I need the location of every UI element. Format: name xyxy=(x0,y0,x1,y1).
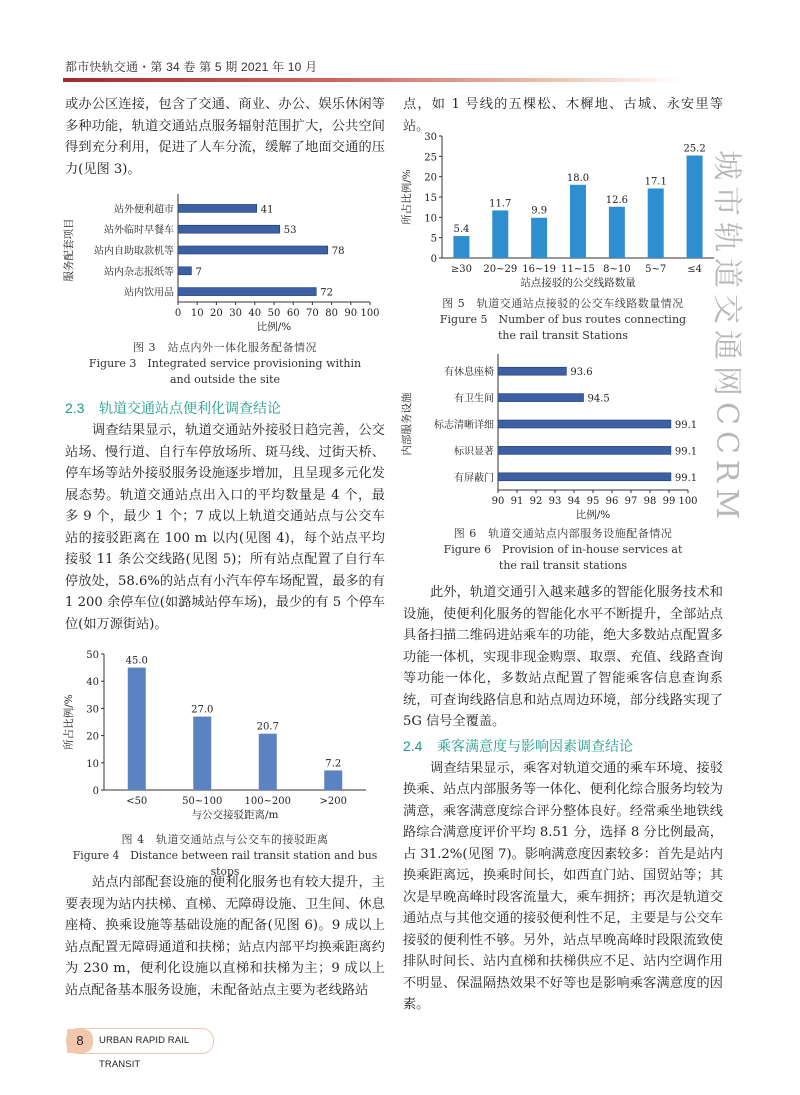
x-tick-label: 95 xyxy=(586,496,600,507)
x-axis-title: 比例/% xyxy=(575,509,611,521)
paragraph-2-4: 调查结果显示，乘客对轨道交通的乘车环境、接驳换乘、站点内部服务等一体化、便利化综合服务均较为满意，乘客满意度综合评分整体良好。经常乘坐地铁线路综合满意度评价平均 8.51 分，选择 8 分比例最高，占 31.2%(见图 7)。影响满意度因素较多：首先是站内换乘距离远，换乘时间长，如西直门站、国贸站等；其次是早晚高峰时段客流量大，乘车拥挤；再次是轨道交通站点与其他交通的接驳便利性不足，主要是与公交车接驳的便利性不够。另外，站点早晚高峰时段限流致使排队时间长、站内直梯和扶梯供应不足、站内空调作用不明显、保温隔热效果不好等也是影响乘客满意度的因素。 xyxy=(403,760,723,1012)
y-tick-label: 30 xyxy=(424,132,437,143)
category-label: 标识显著 xyxy=(454,446,494,458)
x-tick-label: 90 xyxy=(491,496,505,507)
running-header: 都市快轨交通・第 34 卷 第 5 期 2021 年 10 月 xyxy=(65,60,318,74)
right-column-bottom xyxy=(403,582,723,1016)
figure-6-chart xyxy=(398,350,723,524)
y-tick-label: 5 xyxy=(430,233,437,245)
figure-6-caption-en-1: Figure 6 Provision of in-house services at xyxy=(443,543,683,556)
bar xyxy=(128,668,146,790)
bar xyxy=(193,717,211,790)
section-heading-2-4 xyxy=(403,736,723,756)
figure-3-caption-cn: 图 3 站点内外一体化服务配备情况 xyxy=(133,341,317,354)
y-axis-title: 内部服务设施 xyxy=(401,392,413,456)
bar xyxy=(498,420,671,428)
data-label: 45.0 xyxy=(125,655,148,667)
category-label: 有屏蔽门 xyxy=(454,472,494,484)
bar xyxy=(531,218,547,258)
bar xyxy=(453,236,469,258)
x-axis-title: 站点接驳的公交线路数量 xyxy=(520,277,636,289)
bar xyxy=(498,446,671,454)
x-tick-label: 93 xyxy=(548,496,562,507)
data-label: 11.7 xyxy=(489,198,512,210)
x-tick-label: 20~29 xyxy=(483,264,518,275)
category-label: 站内饮用品 xyxy=(124,287,174,299)
x-tick-label: 11~15 xyxy=(561,264,595,275)
data-label: 18.0 xyxy=(566,172,590,184)
data-label: 20.7 xyxy=(256,721,279,733)
bar xyxy=(324,770,342,790)
figure-3-caption xyxy=(65,340,385,388)
left-column xyxy=(65,94,385,180)
section-number: 2.4 xyxy=(403,737,423,754)
y-tick-label: 30 xyxy=(86,704,99,716)
data-label: 41 xyxy=(260,204,274,216)
figure-4-caption-cn: 图 4 轨道交通站点与公交车的接驳距离 xyxy=(121,833,329,846)
x-tick-label: 20 xyxy=(210,308,223,319)
x-tick-label: 97 xyxy=(624,496,638,507)
x-axis-title: 比例/% xyxy=(256,321,292,333)
section-heading-2-3 xyxy=(65,398,385,418)
section-title: 乘客满意度与影响因素调查结论 xyxy=(437,737,633,754)
y-tick-label: 50 xyxy=(86,650,99,661)
x-tick-label: 10 xyxy=(190,308,204,319)
x-tick-label: 100~200 xyxy=(244,796,292,807)
y-tick-label: 10 xyxy=(424,213,437,225)
data-label: 99.1 xyxy=(674,446,698,458)
figure-6-caption-cn: 图 6 轨道交通站点内部服务设施配备情况 xyxy=(453,527,673,540)
bar xyxy=(498,394,584,402)
x-tick-label: 8~10 xyxy=(603,264,631,275)
figure-5-caption-en-1: Figure 5 Number of bus routes connecting xyxy=(439,313,687,326)
x-tick-label: 80 xyxy=(325,308,338,319)
header-rule xyxy=(63,78,683,82)
x-tick-label: ≤4 xyxy=(687,264,702,275)
category-label: 有卫生间 xyxy=(454,393,494,405)
x-tick-label: 94 xyxy=(567,496,581,507)
x-tick-label: 98 xyxy=(643,496,657,507)
watermark: 城市轨道交通网CCRM xyxy=(709,150,744,526)
y-tick-label: 40 xyxy=(86,677,99,689)
data-label: 93.6 xyxy=(570,367,593,379)
x-tick-label: 30 xyxy=(229,308,242,319)
category-label: 站内杂志报纸等 xyxy=(104,266,174,278)
data-label: 7 xyxy=(195,266,202,278)
x-tick-label: 100 xyxy=(360,308,380,319)
figure-5-caption-cn: 图 5 轨道交通站点接驳的公交车线路数量情况 xyxy=(442,297,684,310)
paragraph-internal: 站点内部配套设施的便利化服务也有较大提升，主要表现为站内扶梯、直梯、无障碍设施、卫生间、休息座椅、换乘设施等基础设施的配备(见图 6)。9 成以上站点配置无障碍通道和扶梯；站点内部平均换乘距离约为 230 m，便利化设施以直梯和扶梯为主；9 成以上站点配备基本服务设施，未配备站点主要为老线路站 xyxy=(65,875,385,998)
x-tick-label: 99 xyxy=(662,496,676,507)
bar xyxy=(178,288,316,296)
x-tick-label: 100 xyxy=(678,496,698,507)
category-label: 有休息座椅 xyxy=(444,367,494,379)
data-label: 9.9 xyxy=(531,205,548,217)
figure-6-caption-en-2: the rail transit stations xyxy=(498,559,628,572)
y-tick-label: 20 xyxy=(86,731,99,743)
bar xyxy=(609,207,625,258)
y-axis-title: 所占比例/% xyxy=(63,694,75,750)
x-tick-label: >200 xyxy=(319,796,347,807)
x-axis-title: 与公交接驳距离/m xyxy=(191,809,279,821)
data-label: 53 xyxy=(283,225,297,237)
data-label: 7.2 xyxy=(325,758,342,770)
bar xyxy=(492,210,508,258)
y-tick-label: 0 xyxy=(430,254,437,265)
x-tick-label: 60 xyxy=(286,308,300,319)
data-label: 5.4 xyxy=(453,224,470,236)
y-tick-label: 0 xyxy=(92,786,99,797)
x-tick-label: 50 xyxy=(267,308,281,319)
x-tick-label: 91 xyxy=(510,496,524,507)
figure-3-chart xyxy=(60,190,395,336)
y-tick-label: 15 xyxy=(424,193,437,204)
bar xyxy=(178,267,191,275)
x-tick-label: 0 xyxy=(174,308,182,319)
x-tick-label: 92 xyxy=(529,496,543,507)
paragraph-2-3: 调查结果显示，轨道交通站外接驳日趋完善，公交站场、慢行道、自行车停放场所、斑马线、过街天桥、停车场等站外接驳服务设施逐步增加，且呈现多元化发展态势。轨道交通站点出入口的平均数量是 4 个，最多 9 个，最少 1 个；7 成以上轨道交通站点与公交车站的接驳距离在 100 m 以内(见图 4)，每个站点平均接驳 11 条公交线路(见图 5)；所有站点配置了自行车停放处，58.6%的站点有小汽车停车场配置，最多的有 1 200 余停车位(如潞城站停车场)，最少的有 5 个停车位(如万源街站)。 xyxy=(65,423,385,632)
figure-5-caption-en-2: the rail transit Stations xyxy=(497,329,629,342)
category-label: 站外便利超市 xyxy=(114,204,174,216)
section-title: 轨道交通站点便利化调查结论 xyxy=(99,400,281,416)
y-tick-label: 10 xyxy=(86,758,99,770)
paragraph-internal-wrap xyxy=(65,872,385,1001)
paragraph-smart-services: 此外，轨道交通引入越来越多的智能化服务技术和设施，使便利化服务的智能化水平不断提升，全部站点具备扫描二维码进站乘车的功能，绝大多数站点配置多功能一体机，实现非现金购票、取票、充值、线路查询等功能一体化，多数站点配置了智能乘客信息查询系统，可查询线路信息和站点周边环境，部分线路实现了 5G 信号全覆盖。 xyxy=(403,585,723,729)
category-label: 站外临时早餐车 xyxy=(104,225,174,237)
page-number: 8 xyxy=(67,1029,93,1053)
bar xyxy=(178,204,257,212)
figure-3-caption-en-2: and outside the site xyxy=(169,373,281,386)
x-tick-label: 50~100 xyxy=(182,796,223,807)
bar xyxy=(498,473,671,481)
paragraph-continued: 点，如 1 号线的五棵松、木樨地、古城、永安里等站。 xyxy=(403,97,723,134)
paragraph-intro: 或办公区连接，包含了交通、商业、办公、娱乐休闲等多种功能，轨道交通站点服务辐射范围扩大，公共空间得到充分利用，促进了人车分流，缓解了地面交通的压力(见图 3)。 xyxy=(65,97,385,177)
data-label: 25.2 xyxy=(683,143,706,155)
figure-5-caption xyxy=(403,296,723,344)
x-tick-label: 70 xyxy=(306,308,319,319)
y-tick-label: 25 xyxy=(424,152,437,164)
bar xyxy=(687,156,703,258)
y-axis-title: 所占比例/% xyxy=(401,169,413,225)
bar xyxy=(178,246,328,254)
data-label: 99.1 xyxy=(674,472,698,484)
bar xyxy=(498,367,566,375)
page-footer xyxy=(66,1028,214,1070)
data-label: 94.5 xyxy=(587,393,610,405)
category-label: 标志清晰详细 xyxy=(434,420,494,431)
bar xyxy=(570,185,586,258)
data-label: 99.1 xyxy=(674,420,698,431)
x-tick-label: 96 xyxy=(605,496,619,507)
x-tick-label: ≥30 xyxy=(450,264,472,275)
x-tick-label: 16~19 xyxy=(522,264,557,275)
x-tick-label: 90 xyxy=(344,308,358,319)
category-label: 站内自助取款机等 xyxy=(94,246,174,257)
data-label: 72 xyxy=(320,287,333,299)
data-label: 12.6 xyxy=(605,194,628,206)
y-axis-title: 服务配套项目 xyxy=(63,218,75,282)
section-number: 2.3 xyxy=(65,400,85,416)
data-label: 78 xyxy=(331,246,345,257)
figure-4-chart xyxy=(60,640,390,830)
bar xyxy=(259,734,277,790)
y-tick-label: 20 xyxy=(424,172,437,184)
section-2-3 xyxy=(65,398,385,635)
figure-4-caption-en: Figure 4 Distance between rail transit station and bus stops xyxy=(72,849,378,878)
data-label: 27.0 xyxy=(191,704,214,716)
journal-name-en: URBAN RAPID RAIL TRANSIT xyxy=(99,1035,189,1070)
figure-6-caption xyxy=(403,526,723,574)
x-tick-label: 5~7 xyxy=(645,264,667,275)
bar xyxy=(178,225,280,233)
x-tick-label: <50 xyxy=(126,796,148,807)
bar xyxy=(648,188,664,258)
data-label: 17.1 xyxy=(644,176,667,188)
figure-5-chart xyxy=(398,122,723,294)
x-tick-label: 40 xyxy=(248,308,262,319)
figure-3-caption-en-1: Figure 3 Integrated service provisioning within xyxy=(88,357,362,370)
